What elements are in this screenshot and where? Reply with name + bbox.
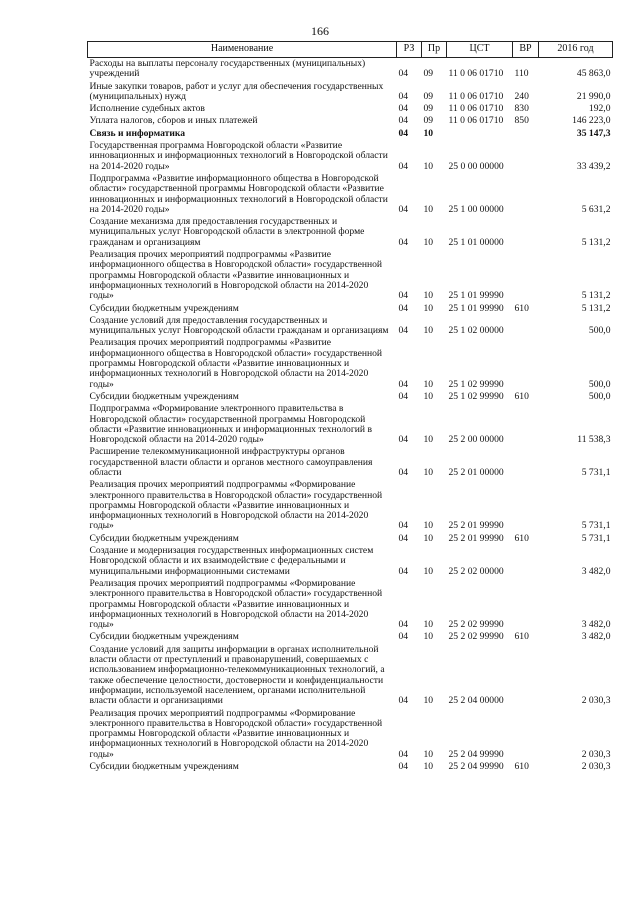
row-name: Иные закупки товаров, работ и услуг для обеспечения государственных (муниципальных) нужд	[89, 80, 384, 102]
header-rz: РЗ	[397, 42, 422, 58]
row-rz: 04	[398, 532, 409, 544]
row-vr	[513, 545, 539, 578]
row-cst: 25 2 04 00000	[448, 695, 504, 707]
row-sum: 5 131,2	[581, 236, 611, 248]
row-pr: 10	[423, 619, 434, 631]
table-row	[88, 578, 613, 631]
table-row	[88, 140, 613, 173]
row-rz: 04	[398, 748, 409, 760]
row-rz: 04	[398, 466, 409, 478]
row-name: Субсидии бюджетным учреждениям	[89, 302, 239, 314]
row-vr	[513, 644, 539, 708]
header-name: Наименование	[88, 42, 397, 58]
row-name: Реализация прочих мероприятий подпрограммы «Формирование электронного правительства в Новгородской области» государственной программы Новгородской области «Развитие инновационных и информационных технологий в Новгородской области на 2014-2020 годы»	[89, 479, 383, 532]
row-cst: 25 1 02 00000	[448, 325, 504, 337]
row-sum: 500,0	[588, 390, 611, 402]
table-row	[88, 533, 613, 545]
row-sum: 2 030,3	[581, 748, 611, 760]
row-name: Государственная программа Новгородской области «Развитие инновационных и информационных технологий в Новгородской области на 2014-2020 годы»	[89, 140, 388, 172]
row-vr	[513, 216, 539, 249]
row-sum: 33 439,2	[576, 160, 611, 172]
row-pr: 10	[423, 748, 434, 760]
table-row	[88, 708, 613, 761]
row-vr: 240	[514, 90, 529, 102]
row-pr: 10	[423, 631, 434, 643]
row-pr: 10	[423, 532, 434, 544]
row-pr: 10	[423, 290, 434, 302]
row-rz: 04	[398, 695, 409, 707]
row-cst: 25 2 04 99990	[448, 748, 504, 760]
header-vr: ВР	[513, 42, 539, 58]
row-cst: 25 0 00 00000	[448, 160, 504, 172]
row-rz: 04	[398, 520, 409, 532]
table-body	[88, 58, 613, 774]
row-sum: 500,0	[588, 325, 611, 337]
row-rz: 04	[398, 434, 409, 446]
table-row	[88, 644, 613, 708]
row-sum: 5 731,1	[581, 532, 611, 544]
table-row	[88, 337, 613, 390]
row-rz: 04	[398, 90, 409, 102]
row-rz: 04	[398, 115, 409, 127]
row-vr	[513, 708, 539, 761]
row-vr: 610	[514, 302, 529, 314]
row-name: Создание условий для предоставления государственных и муниципальных услуг Новгородской области гражданам и организациям	[89, 314, 389, 337]
row-sum: 5 131,2	[581, 290, 611, 302]
table-row	[88, 403, 613, 446]
row-vr	[513, 128, 539, 140]
row-pr: 09	[423, 68, 434, 80]
row-pr: 09	[423, 103, 434, 115]
row-rz: 04	[398, 761, 409, 772]
row-sum: 5 631,2	[581, 203, 611, 215]
table-row	[88, 631, 613, 643]
table-row	[88, 479, 613, 532]
row-name: Связь и информатика	[89, 127, 186, 139]
row-sum: 45 863,0	[576, 68, 611, 80]
row-cst: 25 1 02 99990	[448, 390, 504, 402]
row-vr	[513, 315, 539, 338]
row-cst: 25 1 01 99990	[448, 302, 504, 314]
row-sum: 5 731,1	[581, 520, 611, 532]
row-cst: 25 1 00 00000	[448, 203, 504, 215]
row-name: Субсидии бюджетным учреждениям	[89, 532, 239, 544]
row-sum: 500,0	[588, 378, 611, 390]
row-sum: 11 538,3	[577, 434, 611, 446]
row-cst: 25 2 04 99990	[448, 761, 504, 772]
row-cst: 25 2 01 99990	[448, 520, 504, 532]
row-vr	[513, 403, 539, 446]
row-cst	[447, 128, 513, 140]
row-sum: 2 030,3	[581, 695, 611, 707]
row-vr: 850	[514, 115, 529, 127]
table-row	[88, 249, 613, 302]
row-sum: 3 482,0	[581, 619, 611, 631]
row-rz: 04	[398, 302, 409, 314]
row-sum: 3 482,0	[581, 565, 611, 577]
row-pr: 10	[423, 565, 434, 577]
table-row	[88, 315, 613, 338]
row-pr: 09	[423, 115, 434, 127]
row-pr: 10	[423, 127, 434, 139]
row-rz: 04	[398, 378, 409, 390]
row-name: Расходы на выплаты персоналу государственных (муниципальных) учреждений	[89, 58, 366, 80]
row-name: Исполнение судебных актов	[89, 103, 205, 115]
row-cst: 25 2 02 99990	[448, 619, 504, 631]
row-vr	[513, 249, 539, 302]
row-pr: 10	[423, 390, 434, 402]
row-cst: 25 1 01 99990	[448, 290, 504, 302]
row-cst: 25 2 01 00000	[448, 466, 504, 478]
row-name: Создание условий для защиты информации в органах исполнительной власти области от преступлений и правонарушений, совершаемых с использованием информационно-телекоммуникационных технологий, а также обеспечение целостности, достоверности и конфиденциальности информации, используемой населением, органами исполнительной власти области и организациями	[89, 643, 385, 707]
row-sum: 21 990,0	[576, 90, 611, 102]
row-rz: 04	[398, 103, 409, 115]
row-rz: 04	[398, 390, 409, 402]
row-name: Субсидии бюджетным учреждениям	[89, 631, 239, 643]
row-name: Подпрограмма «Формирование электронного правительства в Новгородской области» государственной программы Новгородской области «Развитие инновационных и информационных технологий в Новгородской области на 2014-2020 годы»	[89, 403, 372, 446]
header-cst: ЦСТ	[447, 42, 513, 58]
row-name: Субсидии бюджетным учреждениям	[89, 390, 239, 402]
table-row	[88, 81, 613, 104]
row-name: Создание механизма для предоставления государственных и муниципальных услуг Новгородской области в электронной форме гражданам и организациям	[89, 216, 365, 248]
row-rz: 04	[398, 236, 409, 248]
row-cst: 25 2 01 99990	[448, 532, 504, 544]
table-row	[88, 391, 613, 403]
row-name: Уплата налогов, сборов и иных платежей	[89, 115, 258, 127]
row-sum: 35 147,3	[576, 127, 611, 139]
table-row	[88, 128, 613, 140]
table-row	[88, 173, 613, 216]
row-sum: 5 731,1	[581, 466, 611, 478]
row-name: Создание и модернизация государственных информационных систем Новгородской области и их взаимодействие с федеральными и муниципальными информационными системами	[89, 545, 374, 577]
header-sum: 2016 год	[539, 42, 613, 58]
row-pr: 10	[423, 761, 434, 772]
row-rz: 04	[398, 203, 409, 215]
row-name: Субсидии бюджетным учреждениям	[89, 761, 239, 772]
row-pr: 10	[423, 203, 434, 215]
row-rz: 04	[398, 619, 409, 631]
row-pr: 10	[423, 695, 434, 707]
row-pr: 10	[423, 236, 434, 248]
row-rz: 04	[398, 631, 409, 643]
row-pr: 10	[423, 302, 434, 314]
row-name: Расширение телекоммуникационной инфраструктуры органов государственной власти области и органов местного самоуправления области	[89, 446, 373, 478]
row-cst: 11 0 06 01710	[448, 103, 504, 115]
table-row	[88, 761, 613, 773]
row-pr: 10	[423, 434, 434, 446]
row-cst: 25 2 00 00000	[448, 434, 504, 446]
row-rz: 04	[398, 160, 409, 172]
row-vr: 610	[514, 532, 529, 544]
row-vr	[513, 337, 539, 390]
row-sum: 3 482,0	[581, 631, 611, 643]
row-cst: 25 2 02 00000	[448, 565, 504, 577]
row-sum: 2 030,3	[581, 761, 611, 772]
row-vr	[513, 173, 539, 216]
row-pr: 10	[423, 325, 434, 337]
row-pr: 10	[423, 466, 434, 478]
row-vr	[513, 578, 539, 631]
row-cst: 25 2 02 99990	[448, 631, 504, 643]
row-cst: 11 0 06 01710	[448, 68, 504, 80]
row-cst: 25 1 02 99990	[448, 378, 504, 390]
row-pr: 10	[423, 378, 434, 390]
budget-table	[87, 41, 613, 773]
row-sum: 146 223,0	[572, 115, 611, 127]
row-name: Реализация прочих мероприятий подпрограммы «Развитие информационного общества в Новгородской области» государственной программы Новгородской области «Развитие инновационных и информационных технологий в Новгородской области на 2014-2020 годы»	[89, 249, 383, 302]
row-vr: 830	[514, 103, 529, 115]
row-pr: 10	[423, 160, 434, 172]
row-name: Реализация прочих мероприятий подпрограммы «Формирование электронного правительства в Новгородской области» государственной программы Новгородской области «Развитие инновационных и информационных технологий в Новгородской области на 2014-2020 годы»	[89, 577, 383, 631]
row-sum: 192,0	[588, 103, 611, 115]
row-vr: 610	[514, 631, 529, 643]
row-pr: 09	[423, 90, 434, 102]
table-row	[88, 58, 613, 81]
row-vr	[513, 140, 539, 173]
row-sum: 5 131,2	[581, 302, 611, 314]
row-rz: 04	[398, 290, 409, 302]
table-header	[88, 42, 613, 58]
row-rz: 04	[398, 68, 409, 80]
row-name: Подпрограмма «Развитие информационного общества в Новгородской области» государственной программы Новгородской области «Развитие инновационных и информационных технологий в Новгородской области на 2014-2020 годы»	[89, 172, 388, 215]
header-pr: Пр	[422, 42, 447, 58]
row-name: Реализация прочих мероприятий подпрограммы «Развитие информационного общества в Новгородской области» государственной программы Новгородской области «Развитие инновационных и информационных технологий в Новгородской области на 2014-2020 годы»	[89, 337, 383, 390]
table-row	[88, 216, 613, 249]
row-cst: 25 1 01 00000	[448, 236, 504, 248]
row-rz: 04	[398, 565, 409, 577]
table-row	[88, 545, 613, 578]
table-row	[88, 446, 613, 479]
row-rz: 04	[398, 325, 409, 337]
row-vr: 110	[514, 68, 529, 80]
table-row	[88, 303, 613, 315]
page-number: 166	[311, 24, 329, 38]
table-row	[88, 103, 613, 115]
row-cst: 11 0 06 01710	[448, 90, 504, 102]
row-vr: 610	[514, 761, 529, 772]
row-vr	[513, 446, 539, 479]
row-rz: 04	[398, 127, 409, 139]
row-vr: 610	[514, 390, 529, 402]
row-vr	[513, 479, 539, 532]
row-pr: 10	[423, 520, 434, 532]
table-row	[88, 115, 613, 127]
row-name: Реализация прочих мероприятий подпрограммы «Формирование электронного правительства в Новгородской области» государственной программы Новгородской области «Развитие инновационных и информационных технологий в Новгородской области на 2014-2020 годы»	[89, 707, 383, 760]
row-cst: 11 0 06 01710	[448, 115, 504, 127]
